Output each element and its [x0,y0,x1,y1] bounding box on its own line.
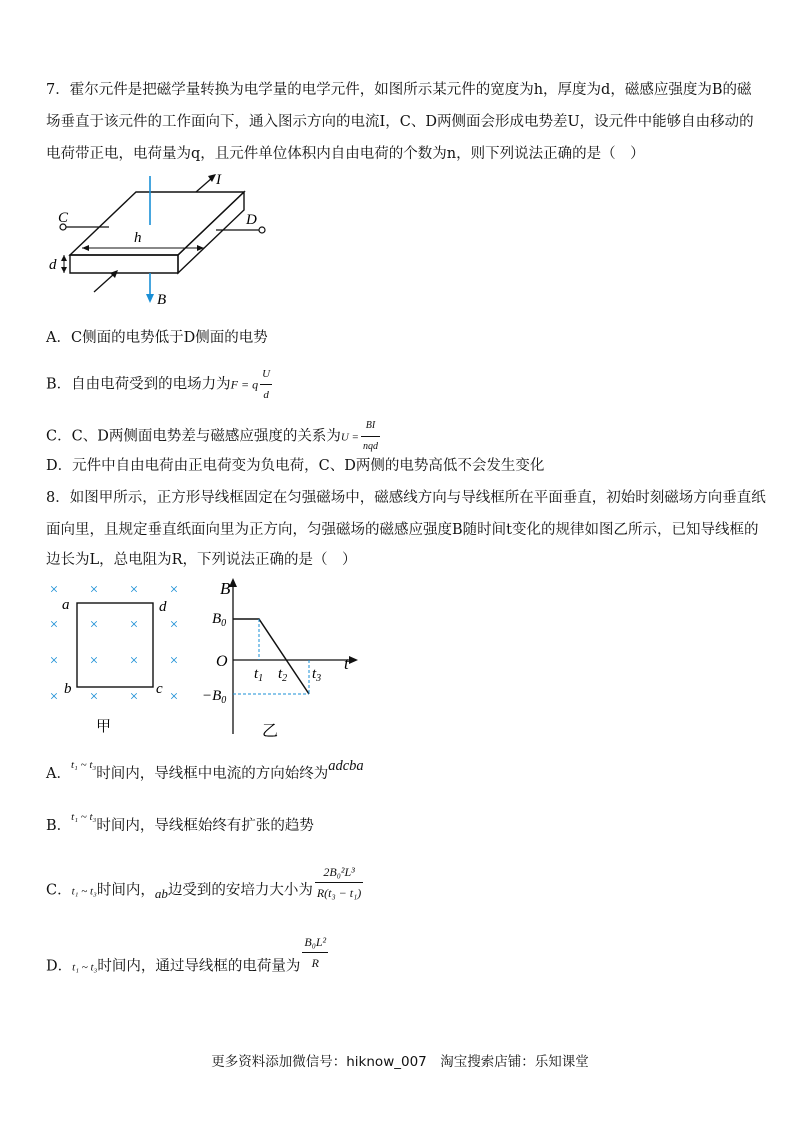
q8-option-c-fraction [315,862,363,903]
q7-option-b-text: B．自由电荷受到的电场力为 [46,376,231,393]
q8-option-c [46,865,365,911]
q7-option-b-fraction [260,364,272,405]
b-field-arrowhead [146,294,154,303]
q8-option-b-range: t₁ ~ t₃ [71,811,97,823]
terminal-D [259,227,265,233]
field-cross: × [89,617,99,633]
q8-stem-line-2: 面向里，且规定垂直纸面向里为正方向，匀强磁场的磁感应强度B随时间t变化的规律如图乙所示，已知导线框的 [46,522,759,538]
label-neg-B0-letter: −B [202,688,222,704]
field-cross: × [49,582,59,598]
tick-t3 [312,666,321,684]
q7-option-b [46,364,274,405]
q7-option-d: D．元件中自由电荷由正电荷变为负电荷，C、D两侧的电势高低不会发生变化 [46,458,545,474]
label-h: h [134,230,142,246]
q8-option-d-numerator: B₀L² [302,932,328,953]
q8-option-d-denominator: R [311,956,319,970]
field-cross: × [49,617,59,633]
field-cross: × [169,653,179,669]
label-d: d [49,257,57,273]
field-cross: × [129,653,139,669]
x-axis-arrow [349,656,358,664]
q8-option-d-range: t₁ ~ t₃ [72,961,98,974]
q8-stem-line-1: 8．如图甲所示，正方形导线框固定在匀强磁场中，磁感线方向与导线框所在平面垂直，初始时刻磁场方向垂直纸 [46,490,766,506]
label-C: C [58,210,69,226]
tick-t2-letter: t [278,666,283,682]
thickness-arrow-top [61,255,67,261]
corner-b: b [64,681,72,697]
q8-option-a [46,758,364,785]
page-footer: 更多资料添加微信号：hiknow_007 淘宝搜索店铺：乐知课堂 [211,1054,589,1070]
origin-O: O [216,653,228,670]
q7-option-c-fraction [361,416,380,457]
q7-option-b-lhs: F = q [230,377,259,392]
q8-option-d-text: 时间内，通过导线框的电荷量为 [97,958,301,975]
caption-jia: 甲 [96,719,112,735]
field-cross: × [89,582,99,598]
label-B0-sub: 0 [221,618,227,629]
q8-option-a-range: t₁ ~ t₃ [70,759,97,771]
field-cross: × [49,689,59,705]
q7-stem-line-2: 场垂直于该元件的工作面向下，通入图示方向的电流I，C、D两侧面会形成电势差U，设元件中能够自由移动的 [46,114,754,130]
field-cross: × [129,689,139,705]
q8-option-c-ab: ab [154,885,168,901]
label-B0 [212,611,226,629]
field-cross: × [129,617,139,633]
q7-stem-line-1: 7．霍尔元件是把磁学量转换为电学量的电学元件，如图所示某元件的宽度为h，厚度为d，磁感应强度为B的磁 [46,82,752,98]
tick-t2-sub: 2 [282,673,288,684]
label-I: I [216,172,221,188]
q8-option-c-denominator: R(t₃ − t₁) [316,886,362,900]
q8-stem-line-3: 边长为L，总电阻为R，下列说法正确的是（ ） [46,552,357,568]
field-cross: × [89,689,99,705]
label-neg-B0-sub: 0 [221,695,227,706]
b-t-graph-line [233,619,309,694]
q8-option-d [46,935,330,987]
slab-front-face [70,255,178,273]
slab-top-face [70,192,244,255]
hall-element-figure [44,170,284,310]
axis-label-t: t [344,654,349,673]
q7-option-c-text: C．C、D两侧面电势差与磁感应强度的关系为 [46,428,341,445]
q7-option-b-denominator: d [263,389,269,401]
q8-option-b-label: B． [46,818,72,834]
current-arrow-bottom [94,274,114,292]
q8-option-c-label: C． [46,882,72,899]
q7-option-b-numerator: U [260,364,272,385]
q8-option-d-label: D． [46,958,73,975]
slab-side-face [178,192,244,273]
axis-label-B: B [220,579,231,598]
q8-option-a-tail: adcba [328,758,364,774]
q8-option-a-text: 时间内，导线框中电流的方向始终为 [96,766,329,782]
corner-c: c [156,681,163,697]
tick-t1-letter: t [254,666,259,682]
label-B: B [157,292,167,308]
field-cross: × [169,582,179,598]
field-cross: × [169,689,179,705]
q7-option-c-denominator: nqd [362,441,378,452]
tick-t1 [254,666,263,684]
q7-option-c-lhs: U = [340,431,359,444]
q7-option-a: A．C侧面的电势低于D侧面的电势 [46,330,268,346]
field-cross: × [169,617,179,633]
square-loop [77,603,153,687]
corner-a: a [62,597,70,613]
thickness-arrow-bottom [61,267,67,273]
corner-d: d [159,599,167,615]
caption-yi: 乙 [262,723,279,740]
label-B0-letter: B [212,611,222,627]
q8-option-b-text: 时间内，导线框始终有扩张的趋势 [96,818,314,834]
field-cross: × [129,582,139,598]
tick-t3-sub: 3 [316,673,322,684]
figure-jia-loop [40,576,200,736]
tick-t3-letter: t [312,666,317,682]
q8-option-c-text: 时间内， [96,882,155,899]
field-cross: × [89,653,99,669]
q8-option-c-text2: 边受到的安培力大小为 [167,882,313,899]
q7-option-c-numerator: BI [361,416,380,437]
label-neg-B0 [202,688,226,706]
width-arrow-left [82,245,89,251]
q8-option-b [46,811,314,837]
q7-option-c [46,416,382,457]
field-cross: × [49,653,59,669]
q8-option-c-numerator: 2B₀²L³ [315,862,363,883]
figure-yi-graph [196,576,376,746]
q7-stem-line-3: 电荷带正电，电荷量为q，且元件单位体积内自由电荷的个数为n，则下列说法正确的是（ ） [46,146,645,162]
tick-t2 [278,666,287,684]
current-arrow-top [196,178,212,192]
q8-option-a-label: A． [46,766,71,782]
label-D: D [246,212,257,228]
q8-option-d-fraction [302,932,328,973]
tick-t1-sub: 1 [258,673,264,684]
q8-option-c-range: t₁ ~ t₃ [71,885,97,898]
